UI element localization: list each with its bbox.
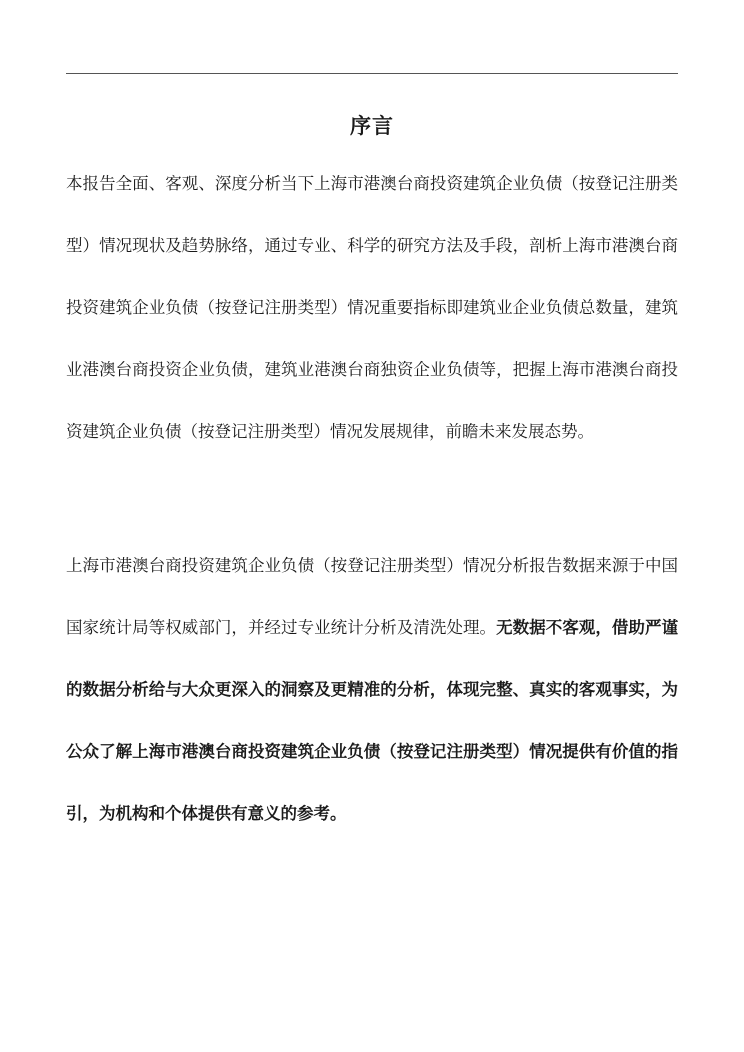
data-value-statement: 无数据不客观，借助严谨的数据分析给与大众更深入的洞察及更精准的分析，体现完整、真实的客观事实，为公众了解上海市港澳台商投资建筑企业负债（按登记注册类型）情况提供有价值的指引，为机构和个体提供有意义的参考。	[66, 618, 679, 823]
header-divider	[66, 73, 678, 74]
intro-paragraph: 本报告全面、客观、深度分析当下上海市港澳台商投资建筑企业负债（按登记注册类型）情况现状及趋势脉络，通过专业、科学的研究方法及手段，剖析上海市港澳台商投资建筑企业负债（按登记注册类型）情况重要指标即建筑业企业负债总数量，建筑业港澳台商投资企业负债，建筑业港澳台商独资企业负债等，把握上海市港澳台商投资建筑企业负债（按登记注册类型）情况发展规律，前瞻未来发展态势。	[66, 174, 678, 441]
data-source-paragraph	[66, 535, 678, 845]
data-source-text: 上海市港澳台商投资建筑企业负债（按登记注册类型）情况分析报告数据来源于中国国家统计局等权威部门，并经过专业统计分析及清洗处理。	[66, 556, 678, 637]
page-title: 序言	[350, 114, 394, 138]
